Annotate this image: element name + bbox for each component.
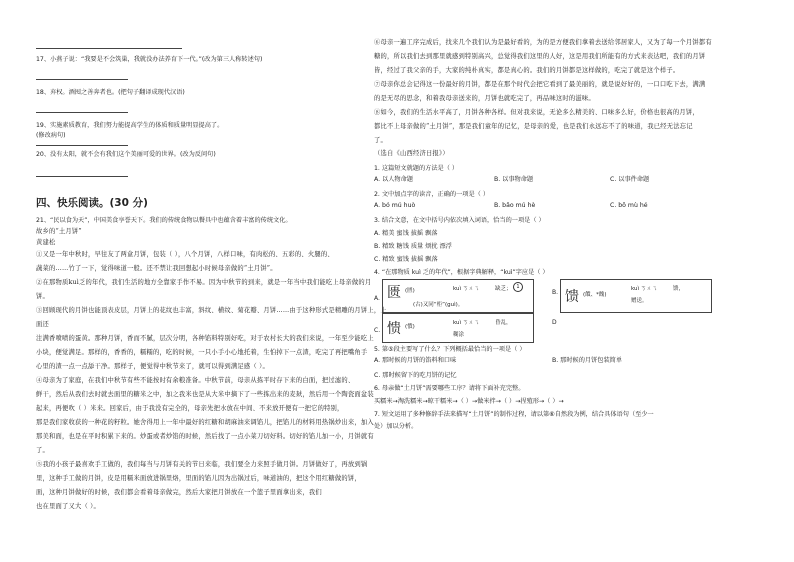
- text-line: 心里的渣一点一点舔干净。那样子，便觉得中秋节来了，就可以得到满足感（ ）。: [36, 363, 269, 370]
- question-4: 4. “在那物质 kuì 乏的年代”，根据字典解释，“kuì”字应是（ ）: [374, 269, 549, 276]
- dict-box-a[interactable]: [382, 279, 534, 313]
- answer-line: [36, 48, 182, 49]
- answer-line: [36, 176, 128, 177]
- dict-def-c: 昏乱，: [495, 320, 512, 326]
- question-20: 20、没有太阳，就不会有我们这个美丽可爱的世界。(改为反问句): [36, 151, 216, 158]
- dict-box-c[interactable]: [382, 313, 534, 343]
- text-line: 那美和面，也是在平时积累下来的。炒蛋或者炒馅的时候，然后找了一点小菜刀切好料。切好的馅儿加一小，月饼就有: [36, 433, 374, 440]
- text-line: 里，这种手工做的月饼，皮是用糯米面放进锅里烙，里面的馅儿因为出锅过后，味道油的，把这个用红糖做的饼，: [36, 475, 361, 482]
- text-line: ④母亲为了家庭，在我们中秋节有些不能按时有余粮准备。中秋节前，母亲从拣平时存下来的白面，把过滤的、: [36, 377, 355, 384]
- question-7: 7. 短文运用了多种修辞手法来描写“土月饼”的制作过程，请以第⑥自然段为例，结合具体语句（至少一: [374, 411, 654, 418]
- article-title: 故乡的“土月饼”: [36, 228, 82, 235]
- question-2-options: [374, 201, 762, 214]
- question-6-sequence: 买糯米→淘洗糯米→晾干糯米→（ ）→做米拌→（ ）→捏殖形→（ ）→: [374, 398, 564, 405]
- paragraph-6: [374, 36, 762, 78]
- question-2: 2. 文中加点字的读音，正确的一项是（ ）: [374, 191, 490, 198]
- label-c[interactable]: C.: [374, 327, 381, 334]
- dictionary-options: [374, 279, 762, 343]
- text-line: ⑤我的小孩子最喜欢手工做的，我们每当与月饼有关的节日来临，我们要全力来照手做月饼。月饼做好了，再放到锅: [36, 461, 368, 468]
- text-line: 的是无尽的思念，和着我母亲送来的，月饼也就吃完了，再品味这时的滋味。: [374, 95, 595, 102]
- text-line: 了。: [36, 447, 49, 454]
- question-5: 5. 第⑤段主要写了什么？下列概括最恰当的一项是（ ）: [374, 346, 526, 353]
- question-17: 17、小燕子说：“我要是不会筑巢，我就没办法养育下一代。”(改为第三人称转述句): [36, 56, 263, 63]
- question-19: 19、实施素质教育，我们努力能提高学生的体质和质量明显提高了。: [36, 122, 224, 129]
- text-line: 那是我们家收获的一种花的籽粒。她舍得用上一年中最好的红糖和胡麻油来调馅儿，把馅儿的材料用热锅炒出来，加入: [36, 419, 374, 426]
- dict-def-a: 缺乏；: [495, 286, 512, 292]
- text-line: ②在那物质kuì乏的年代，我们生活的地方全靠家手作不易。因为中秋节的到来，就是一年当中我们能吃上母亲做的月: [36, 279, 372, 286]
- question-1-options: [374, 175, 762, 188]
- text-line: 面，这种月饼做好的时候，我们都会看着母亲做完，然后大家把月饼放在一个篮子里面拿出来，我们: [36, 489, 322, 496]
- question-19-hint: (修改病句): [36, 132, 66, 139]
- text-line: 鲜干，然后从我们去时就去面里的糖米之中，加之我米也是从大米中摘下了一些拣出来的麦麸，然后用一个陶瓷面盆装: [36, 391, 374, 398]
- question-3-option-b[interactable]: B. 精致 糖饯 质量 烦扰 漂浮: [374, 243, 452, 250]
- question-1: 1. 这篇短文就题的方法是（ ）: [374, 165, 459, 172]
- option-a[interactable]: A. bó mú huò: [374, 202, 416, 209]
- text-line: 皆，经过了我父亲的手，大家的纯朴真实，都是真心的。我们的月饼都是这样做的，吃完了就是这个样子。: [374, 67, 680, 74]
- dict-pinyin-c: kuì ㄎㄨㄟ: [453, 320, 480, 326]
- answer-line: [36, 145, 128, 146]
- text-line: ③回顾现代的月饼也能顶表皮层，月饼上的花纹也丰富，斜纹、横纹、菊花瓣、月饼……由于这种形式是精雕的月饼上，上面还: [36, 307, 387, 328]
- question-6: 6. 母亲做“土月饼”需要哪些工序？请将下面补充完整。: [374, 385, 525, 392]
- dict-pinyin-a: kuì ㄎㄨㄟ: [453, 286, 480, 292]
- question-5-option-c[interactable]: C. 那时候留下的吃月饼的记忆: [374, 372, 457, 379]
- paragraph-1: [36, 248, 392, 276]
- dict-char-c: 愦: [387, 321, 401, 337]
- article-author: 黄建松: [36, 239, 56, 246]
- dict-box-b[interactable]: [560, 279, 712, 313]
- question-3-option-c[interactable]: C. 精致 蜜饯 拔摇 飘落: [374, 256, 438, 263]
- question-3: 3. 结合文意，在文中括号内依次填入词语，恰当的一项是（ ）: [374, 217, 545, 224]
- section-heading: 四、快乐阅读。(30 分): [36, 197, 148, 209]
- text-line: 蔬菜的……竹了一下，觉得味道一般。还不禁让我回想起小时候母亲做的“土月饼”。: [36, 265, 277, 272]
- option-c[interactable]: C. 以事件命题: [610, 176, 650, 183]
- question-3-option-a[interactable]: A. 精美 蜜饯 拔摇 飘落: [374, 230, 438, 237]
- option-b[interactable]: B. bǎo mú hè: [494, 202, 536, 209]
- option-a[interactable]: A. 以人物命题: [374, 176, 413, 183]
- paragraph-3: [36, 304, 392, 374]
- paragraph-5: [36, 458, 392, 514]
- option-a[interactable]: A. 那时候的月饼的馅料和口味: [374, 357, 457, 364]
- option-c[interactable]: C. bō mù hé: [610, 202, 648, 209]
- option-b[interactable]: B. 那时候的月饼包装简单: [552, 357, 623, 364]
- circled-1-icon: 1: [513, 282, 523, 292]
- answer-line: [36, 79, 128, 80]
- source-note: （选自《山西经济日报》）: [374, 150, 449, 157]
- dict-def2-a: (古)又同“柜”(guì)。: [413, 302, 464, 308]
- text-line: 也在里面了又大（ ）。: [36, 503, 101, 510]
- paragraph-7: [374, 78, 762, 106]
- text-line: 小块，便觉满足。那样的，香香的，糯糯的，吃的时候，一只小手小心地托着，生怕掉下一点渣，吃完了再把嘴角手: [36, 349, 368, 356]
- text-line: ①又是一年中秋时，早往友了两盒月饼，包装（ ），八个月饼，八样口味，有肉松的、五彩的、火腿的、: [36, 251, 334, 258]
- label-a[interactable]: A.: [374, 295, 380, 302]
- text-line: 了。: [374, 137, 387, 144]
- text-line: 都比不上母亲做的“土月饼”，那是我们童年的记忆，是母亲的爱，也是我们永远忘不了的味道，我已经无法忘记: [374, 123, 693, 130]
- paragraph-8: [374, 106, 762, 148]
- label-b[interactable]: B.: [552, 289, 559, 296]
- option-b[interactable]: B. 以事物命题: [494, 176, 534, 183]
- dict-def2-c: 糊涂: [453, 332, 465, 338]
- text-line: 饼。: [36, 293, 49, 300]
- answer-line: [36, 112, 128, 113]
- paragraph-4: [36, 374, 392, 458]
- question-18: 18、弃权。酒囤之善奔者也。(把句子翻译成现代汉语): [36, 89, 185, 96]
- dict-char-b: 馈: [565, 289, 579, 305]
- dict-char-a: 匮: [387, 285, 401, 301]
- text-line: 起来，再便吹（ ）米来。回家后，由于我没有完全的，母亲先把水放在中间、不来放开便有一把它的特别，: [36, 405, 344, 412]
- question-5-options-ab: [374, 356, 762, 369]
- dict-paren-a: (匮): [405, 288, 415, 294]
- text-line: ⑧如今，我们的生活水平高了，月饼各种各样。但对我来说，无论多么精美的、口味多么好，价格也很高的月饼，: [374, 109, 699, 116]
- text-line: ⑥母亲一遍工序完成后，找来几个我们认为是最好看的，为的是方便我们拿着去送给邻居家人，又为了每一个月饼都有: [374, 39, 712, 46]
- text-line: 注满香喷喷的蛋黄。那种月饼，香而不腻，层次分明，各种馅料特别好吃，对于农村长大的我们来说，一年至少能吃上: [36, 335, 374, 342]
- dict-pinyin-b: kuì ㄎㄨㄟ: [631, 286, 658, 292]
- dict-paren-c: (憒): [405, 324, 415, 330]
- paragraph-2: [36, 276, 392, 304]
- dict-def-b: 馈，: [673, 286, 685, 292]
- question-7-cont: 处）加以分析。: [374, 423, 418, 430]
- right-column: [374, 36, 762, 562]
- text-line: 糖的，所以我们去到那里就感到特别高兴，总觉得我们这里的人好，这是用我们所能有的方式来表达吧，我们的月饼: [374, 53, 706, 60]
- question-21: 21、“民以食为天”，中国美食享誉天下。我们的传统食物以餐具中也蕴含着丰富的传统文化。: [36, 217, 292, 224]
- dict-def2-b: 赠送。: [631, 298, 648, 304]
- left-column: [36, 36, 392, 514]
- text-line: ⑦母亲你总会记得这一份最好的月饼，都是在那个时代会把它看到了最美丽的，就是说好好的，一口口吃下去，满满: [374, 81, 706, 88]
- dict-paren-b: (饋、*餽): [583, 292, 607, 298]
- label-d[interactable]: D: [552, 319, 557, 326]
